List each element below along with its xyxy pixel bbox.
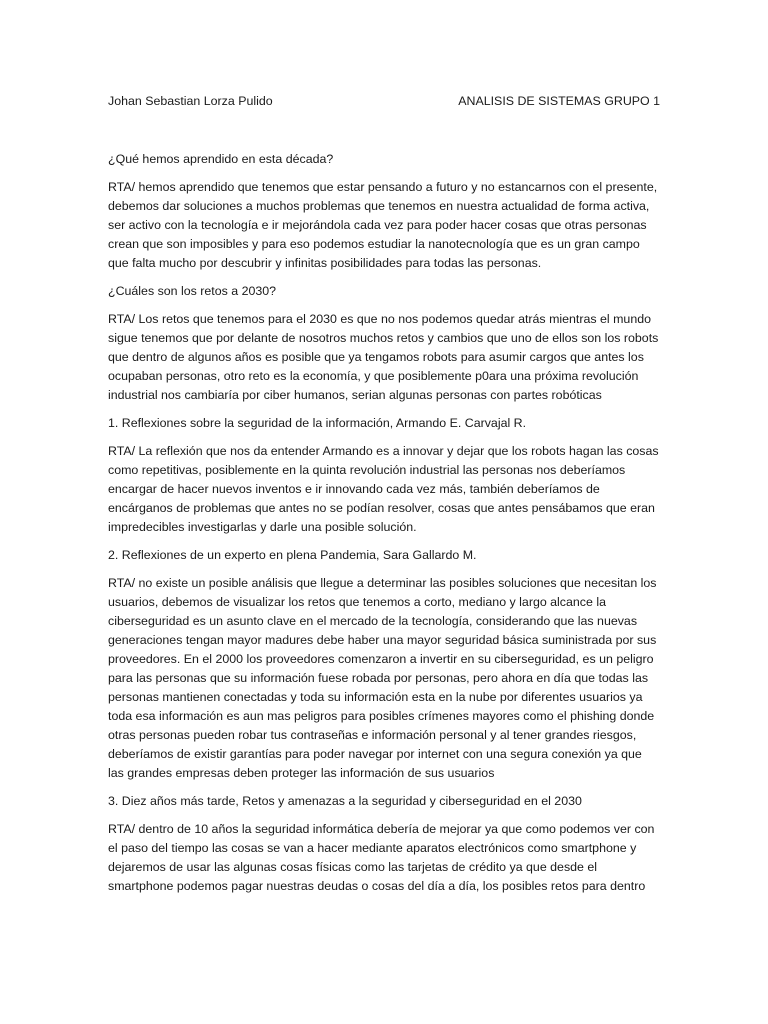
answer-reflection-2: RTA/ no existe un posible análisis que llegue a determinar las posibles soluciones que necesitan los usuarios, debemos de visualizar los retos que tenemos a corto, mediano y largo alcance la ciberseguridad es un asunto clave en el mercado de la tecnología, considerando que las nuevas generaciones tengan mayor madures debe haber una mayor seguridad básica suministrada por sus proveedores. En el 2000 los proveedores comenzaron a invertir en su ciberseguridad, es un peligro para las personas que su información fuese robada por personas, pero ahora en día que todas las personas mantienen conectadas y toda su información esta en la nube por diferentes usuarios ya toda esa información es aun mas peligros para posibles crímenes mayores como el phishing donde otras personas pueden robar tus contraseñas e información personal y al tener grandes riesgos, deberíamos de existir garantías para poder navegar por internet con una segura conexión ya que las grandes empresas deben proteger las información de sus usuarios bbox=[108, 576, 657, 780]
answer-2030: RTA/ Los retos que tenemos para el 2030 es que no nos podemos quedar atrás mientras el mundo sigue tenemos que por delante de nosotros muchos retos y cambios que uno de ellos son los robots que dentro de algunos años es posible que ya tengamos robots para asumir cargos que antes los ocupaban personas, otro reto es la economía, y que posiblemente p0ara una próxima revolución industrial nos cambiaría por ciber humanos, serian algunas personas con partes robóticas bbox=[108, 312, 659, 402]
answer-reflection-1: RTA/ La reflexión que nos da entender Armando es a innovar y dejar que los robots hagan las cosas como repetitivas, posiblemente en la quinta revolución industrial las personas nos deberíamos encargar de hacer nuevos inventos e ir innovando cada vez más, también deberíamos de encárganos de problemas que antes no se podían resolver, cosas que antes pensábamos que eran impredecibles investigarlas y darle una posible solución. bbox=[108, 444, 659, 534]
heading-reflection-2: 2. Reflexiones de un experto en plena Pandemia, Sara Gallardo M. bbox=[108, 548, 477, 562]
heading-reflection-3: 3. Diez años más tarde, Retos y amenazas a la seguridad y ciberseguridad en el 2030 bbox=[108, 794, 582, 808]
document-header bbox=[108, 92, 660, 111]
course-name: ANALISIS DE SISTEMAS GRUPO 1 bbox=[458, 94, 660, 108]
heading-reflection-1: 1. Reflexiones sobre la seguridad de la información, Armando E. Carvajal R. bbox=[108, 416, 527, 430]
answer-reflection-3: RTA/ dentro de 10 años la seguridad informática debería de mejorar ya que como podemos ver con el paso del tiempo las cosas se van a hacer mediante aparatos electrónicos como smartphone y dejaremos de usar las algunas cosas físicas como las tarjetas de crédito ya que desde el smartphone podemos pagar nuestras deudas o cosas del día a día, los posibles retos para dentro bbox=[108, 822, 655, 893]
question-decade: ¿Qué hemos aprendido en esta década? bbox=[108, 152, 334, 166]
author-name: Johan Sebastian Lorza Pulido bbox=[108, 94, 273, 108]
document-body bbox=[108, 150, 660, 905]
question-2030: ¿Cuáles son los retos a 2030? bbox=[108, 284, 277, 298]
answer-decade: RTA/ hemos aprendido que tenemos que estar pensando a futuro y no estancarnos con el presente, debemos dar soluciones a muchos problemas que tenemos en nuestra actualidad de forma activa, ser activo con la tecnología e ir mejorándola cada vez para poder hacer cosas que otras personas crean que son imposibles y para eso podemos estudiar la nanotecnología que es un gran campo que falta mucho por descubrir y infinitas posibilidades para todas las personas. bbox=[108, 180, 658, 270]
